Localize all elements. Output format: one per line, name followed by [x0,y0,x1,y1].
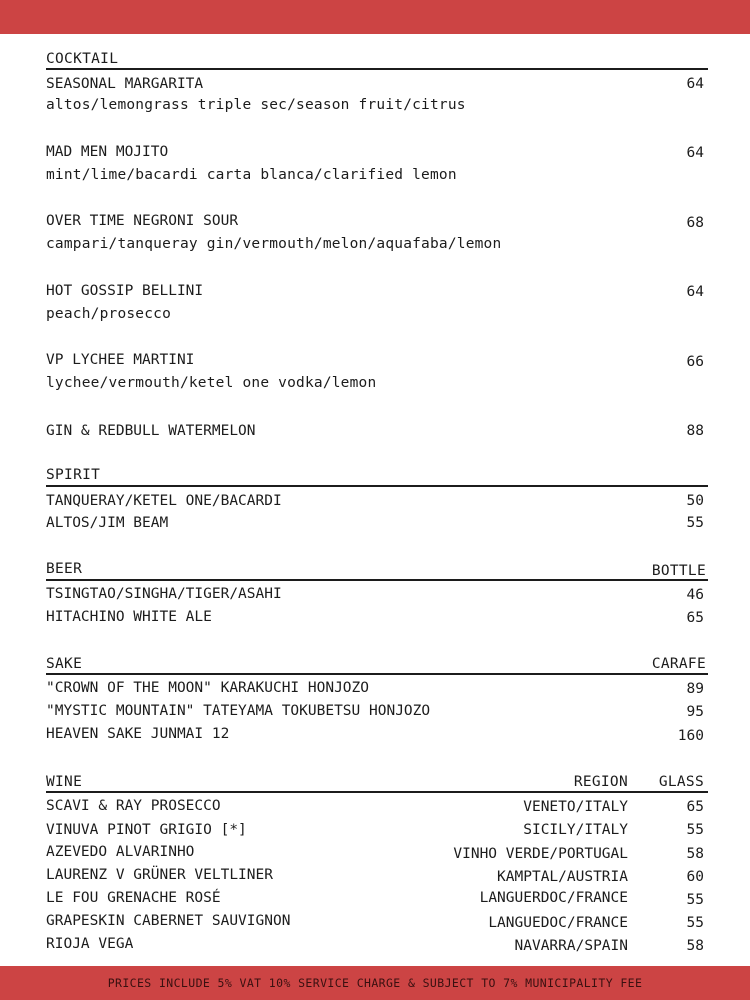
wine-item-name: LAURENZ V GRÜNER VELTLINER [46,867,273,883]
wine-divider [46,791,708,793]
spirit-item-price: 50 [686,493,704,509]
sake-item-price: 160 [677,728,704,744]
cocktail-item-price: 88 [686,423,704,439]
cocktail-divider [46,68,708,70]
wine-item-price: 65 [686,799,704,815]
spirit-item-name: ALTOS/JIM BEAM [46,515,169,531]
wine-item-price: 58 [686,938,704,954]
wine-item-region: KAMPTAL/AUSTRIA [497,869,628,885]
cocktail-item-description: peach/prosecco [46,306,172,322]
beer-column-header: BOTTLE [651,563,706,579]
wine-item-region: SICILY/ITALY [523,822,628,838]
footer-bar [0,966,750,1000]
wine-item-region: LANGUERDOC/FRANCE [479,890,628,906]
wine-item-region: NAVARRA/SPAIN [514,938,628,954]
sake-column-header: CARAFE [651,656,706,672]
wine-item-name: VINUVA PINOT GRIGIO [*] [46,822,247,838]
wine-item-region: VINHO VERDE/PORTUGAL [453,846,628,862]
sake-item-price: 89 [686,681,704,697]
cocktail-item-name: VP LYCHEE MARTINI [46,352,195,368]
wine-item-name: GRAPESKIN CABERNET SAUVIGNON [46,913,291,929]
sake-item-price: 95 [686,704,704,720]
wine-item-region: LANGUEDOC/FRANCE [488,915,628,931]
wine-glass-header: GLASS [658,774,704,790]
beer-item-name: HITACHINO WHITE ALE [46,609,212,625]
cocktail-item-description: mint/lime/bacardi carta blanca/clarified lemon [46,167,457,183]
wine-item-name: SCAVI & RAY PROSECCO [46,798,221,814]
cocktail-item-price: 64 [686,284,704,300]
footer-price-note: PRICES INCLUDE 5% VAT 10% SERVICE CHARGE & SUBJECT TO 7% MUNICIPALITY FEE [107,976,643,990]
wine-item-name: AZEVEDO ALVARINHO [46,844,195,860]
cocktail-item-name: OVER TIME NEGRONI SOUR [46,213,239,229]
beer-divider [46,579,708,581]
spirit-item-price: 55 [686,515,704,531]
beer-heading: BEER [46,561,83,577]
beer-item-price: 65 [686,610,704,626]
cocktail-item-description: campari/tanqueray gin/vermouth/melon/aquafaba/lemon [46,236,502,252]
cocktail-heading: COCKTAIL [46,51,119,67]
drinks-menu [46,0,708,966]
cocktail-item-name: MAD MEN MOJITO [46,144,169,160]
spirit-heading: SPIRIT [46,467,101,483]
wine-item-name: RIOJA VEGA [46,936,134,952]
cocktail-item-price: 64 [686,145,704,161]
sake-item-name: "CROWN OF THE MOON" KARAKUCHI HONJOZO [46,680,370,696]
sake-divider [46,673,708,675]
sake-item-name: "MYSTIC MOUNTAIN" TATEYAMA TOKUBETSU HONJOZO [46,703,431,719]
sake-heading: SAKE [46,656,83,672]
cocktail-item-price: 68 [686,215,704,231]
wine-item-region: VENETO/ITALY [523,799,628,815]
beer-item-name: TSINGTAO/SINGHA/TIGER/ASAHI [46,586,282,602]
spirit-divider [46,485,708,487]
cocktail-item-name: HOT GOSSIP BELLINI [46,283,204,299]
wine-heading: WINE [46,774,83,790]
beer-item-price: 46 [686,587,704,603]
wine-item-price: 60 [686,869,704,885]
wine-item-price: 55 [686,822,704,838]
cocktail-item-name: SEASONAL MARGARITA [46,76,204,92]
wine-region-header: REGION [573,774,628,790]
cocktail-item-description: altos/lemongrass triple sec/season fruit/citrus [46,97,466,113]
wine-item-price: 55 [686,892,704,908]
cocktail-item-price: 66 [686,354,704,370]
cocktail-item-description: lychee/vermouth/ketel one vodka/lemon [46,375,377,391]
sake-item-name: HEAVEN SAKE JUNMAI 12 [46,726,230,742]
wine-item-price: 55 [686,915,704,931]
wine-item-price: 58 [686,846,704,862]
spirit-item-name: TANQUERAY/KETEL ONE/BACARDI [46,493,282,509]
cocktail-item-name: GIN & REDBULL WATERMELON [46,423,256,439]
cocktail-item-price: 64 [686,76,704,92]
wine-item-name: LE FOU GRENACHE ROSÉ [46,890,221,906]
